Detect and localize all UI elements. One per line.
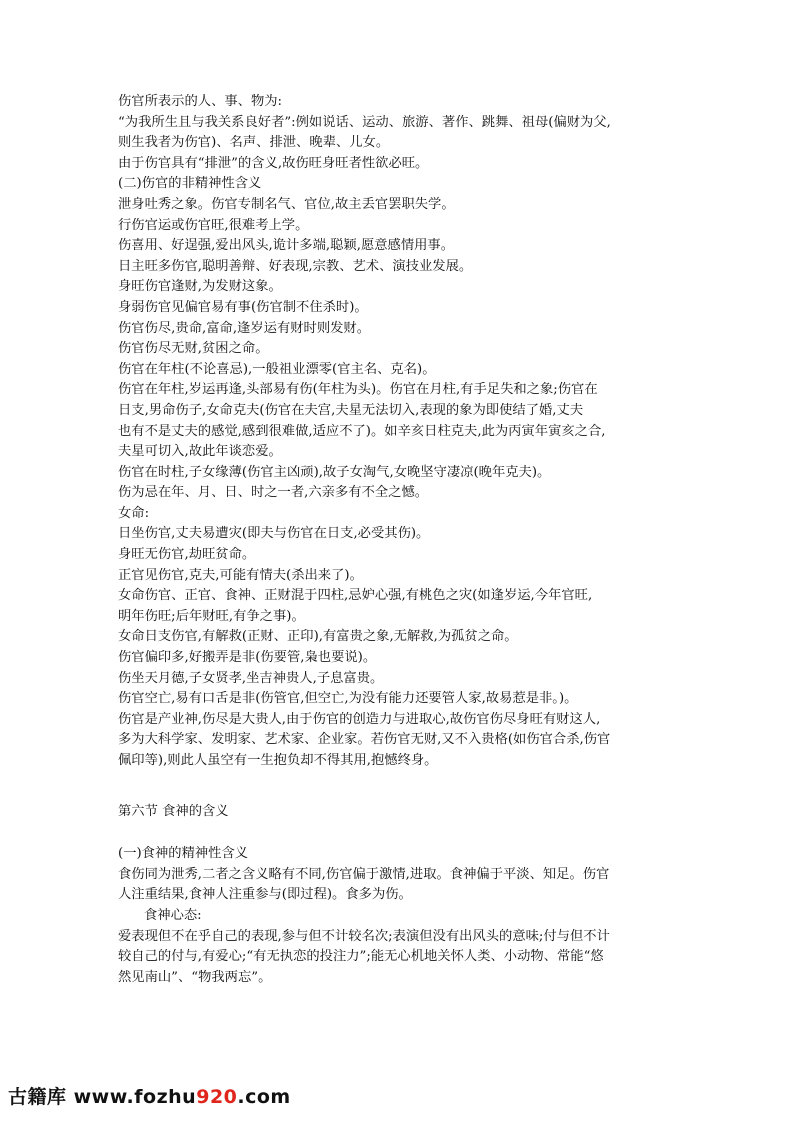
- text-line: 然见南山”、“物我两忘”。: [118, 969, 272, 985]
- text-line: 行伤官运或伤官旺,很难考上学。: [118, 217, 309, 233]
- text-line: 日支,男命伤子,女命克夫(伤官在夫宫,夫星无法切入,表现的象为即使结了婚,丈夫: [118, 402, 584, 418]
- text-line: 夫星可切入,故此年谈恋爱。: [118, 444, 282, 460]
- text-line: 则生我者为伤官)、名声、排泄、晚辈、儿女。: [118, 135, 390, 151]
- text-line: 伤官所表示的人、事、物为:: [118, 94, 283, 109]
- text-line: 由于伤官具有“排泄”的含义,故伤旺身旺者性欲必旺。: [118, 155, 429, 171]
- text-line: 伤坐天月德,子女贤孝,坐吉神贵人,子息富贵。: [118, 670, 384, 686]
- footer-number: 920: [196, 1086, 238, 1108]
- section-shishen: [118, 844, 693, 906]
- text-line: 女命伤官、正官、食神、正财混于四柱,忌妒心强,有桃色之灾(如逢岁运,今年官旺,: [118, 588, 593, 604]
- text-line: 日坐伤官,丈夫易遭灾(即夫与伤官在日支,必受其伤)。: [118, 526, 430, 542]
- text-line: 伤为忌在年、月、日、时之一者,六亲多有不全之憾。: [118, 485, 429, 501]
- text-line: (二)伤官的非精神性含义: [118, 176, 262, 192]
- text-line: 多为大科学家、发明家、艺术家、企业家。若伤官无财,又不入贵格(如伤官合杀,伤官: [118, 732, 611, 748]
- footer-suffix: .com: [237, 1086, 291, 1108]
- section-shangguan: [118, 92, 693, 772]
- text-line: 佩印等),则此人虽空有一生抱负却不得其用,抱憾终身。: [118, 753, 438, 768]
- text-line: 伤官伤尽,贵命,富命,逢岁运有财时则发财。: [118, 320, 371, 336]
- section-shishen-mind: [118, 927, 693, 989]
- text-line: 人注重结果,食神人注重参与(即过程)。食多为伤。: [118, 887, 412, 903]
- text-line: 身旺伤官逢财,为发财这象。: [118, 279, 282, 295]
- text-line: 伤官在年柱(不论喜忌),一般祖业漂零(官主名、克名)。: [118, 361, 436, 377]
- footer-watermark: [8, 1082, 291, 1109]
- text-line: 泄身吐秀之象。伤官专制名气、官位,故主丢官罢职失学。: [118, 196, 455, 212]
- text-line: (一)食神的精神性含义: [118, 846, 249, 862]
- text-line: 日主旺多伤官,聪明善辩、好表现,宗教、艺术、演技业发展。: [118, 258, 473, 274]
- text-line: 也有不是丈夫的感觉,感到很难做,适应不了)。如辛亥日柱克夫,此为丙寅年寅亥之合,: [118, 423, 606, 439]
- text-line: 较自己的付与,有爱心;“有无执恋的投注力”;能无心机地关怀人类、小动物、常能“悠: [118, 949, 604, 965]
- spacer: [118, 822, 693, 844]
- text-line: 正官见伤官,克夫,可能有情夫(杀出来了)。: [118, 567, 363, 583]
- text-line: 明年伤旺;后年财旺,有争之事)。: [118, 608, 305, 624]
- text-line: 伤官在时柱,子女缘薄(伤官主凶顽),故子女淘气,女晚坚守凄凉(晚年克夫)。: [118, 464, 551, 480]
- text-line: 女命:: [118, 505, 150, 521]
- text-line: 食伤同为泄秀,二者之含义略有不同,伤官偏于激情,进取。食神偏于平淡、知足。伤官: [118, 866, 610, 882]
- section-heading: 第六节 食神的含义: [118, 803, 229, 819]
- text-line: “为我所生且与我关系良好者”:例如说话、运动、旅游、著作、跳舞、祖母(偏财为父,: [118, 114, 611, 130]
- text-line: 伤官伤尽无财,贫困之命。: [118, 341, 269, 357]
- text-line: 伤官偏印多,好搬弄是非(伤要管,枭也要说)。: [118, 650, 377, 666]
- text-line: 伤官是产业神,伤尽是大贵人,由于伤官的创造力与进取心,故伤官伤尽身旺有财这人,: [118, 711, 601, 727]
- text-line: 伤官在年柱,岁运再逢,头部易有伤(年柱为头)。伤官在月柱,有手足失和之象;伤官在: [118, 382, 598, 398]
- text-line: 身弱伤官见偏官易有事(伤官制不住杀时)。: [118, 299, 368, 315]
- text-line: 女命日支伤官,有解救(正财、正印),有富贵之象,无解救,为孤贫之命。: [118, 629, 518, 645]
- footer-brand: 古籍库 www.fozhu: [8, 1086, 197, 1108]
- spacer: [118, 772, 693, 802]
- document-body: [118, 92, 693, 988]
- text-line: 身旺无伤官,劫旺贫命。: [118, 547, 256, 563]
- text-line: 伤官空亡,易有口舌是非(伤管官,但空亡,为没有能力还要管人家,故易惹是非。)。: [118, 691, 578, 707]
- text-line: 伤喜用、好逞强,爱出风头,诡计多端,聪颖,愿意感情用事。: [118, 238, 455, 254]
- text-line: 爱表现但不在乎自己的表现,参与但不计较名次;表演但没有出风头的意味;付与但不计: [118, 928, 610, 944]
- subheading: 食神心态:: [144, 907, 202, 923]
